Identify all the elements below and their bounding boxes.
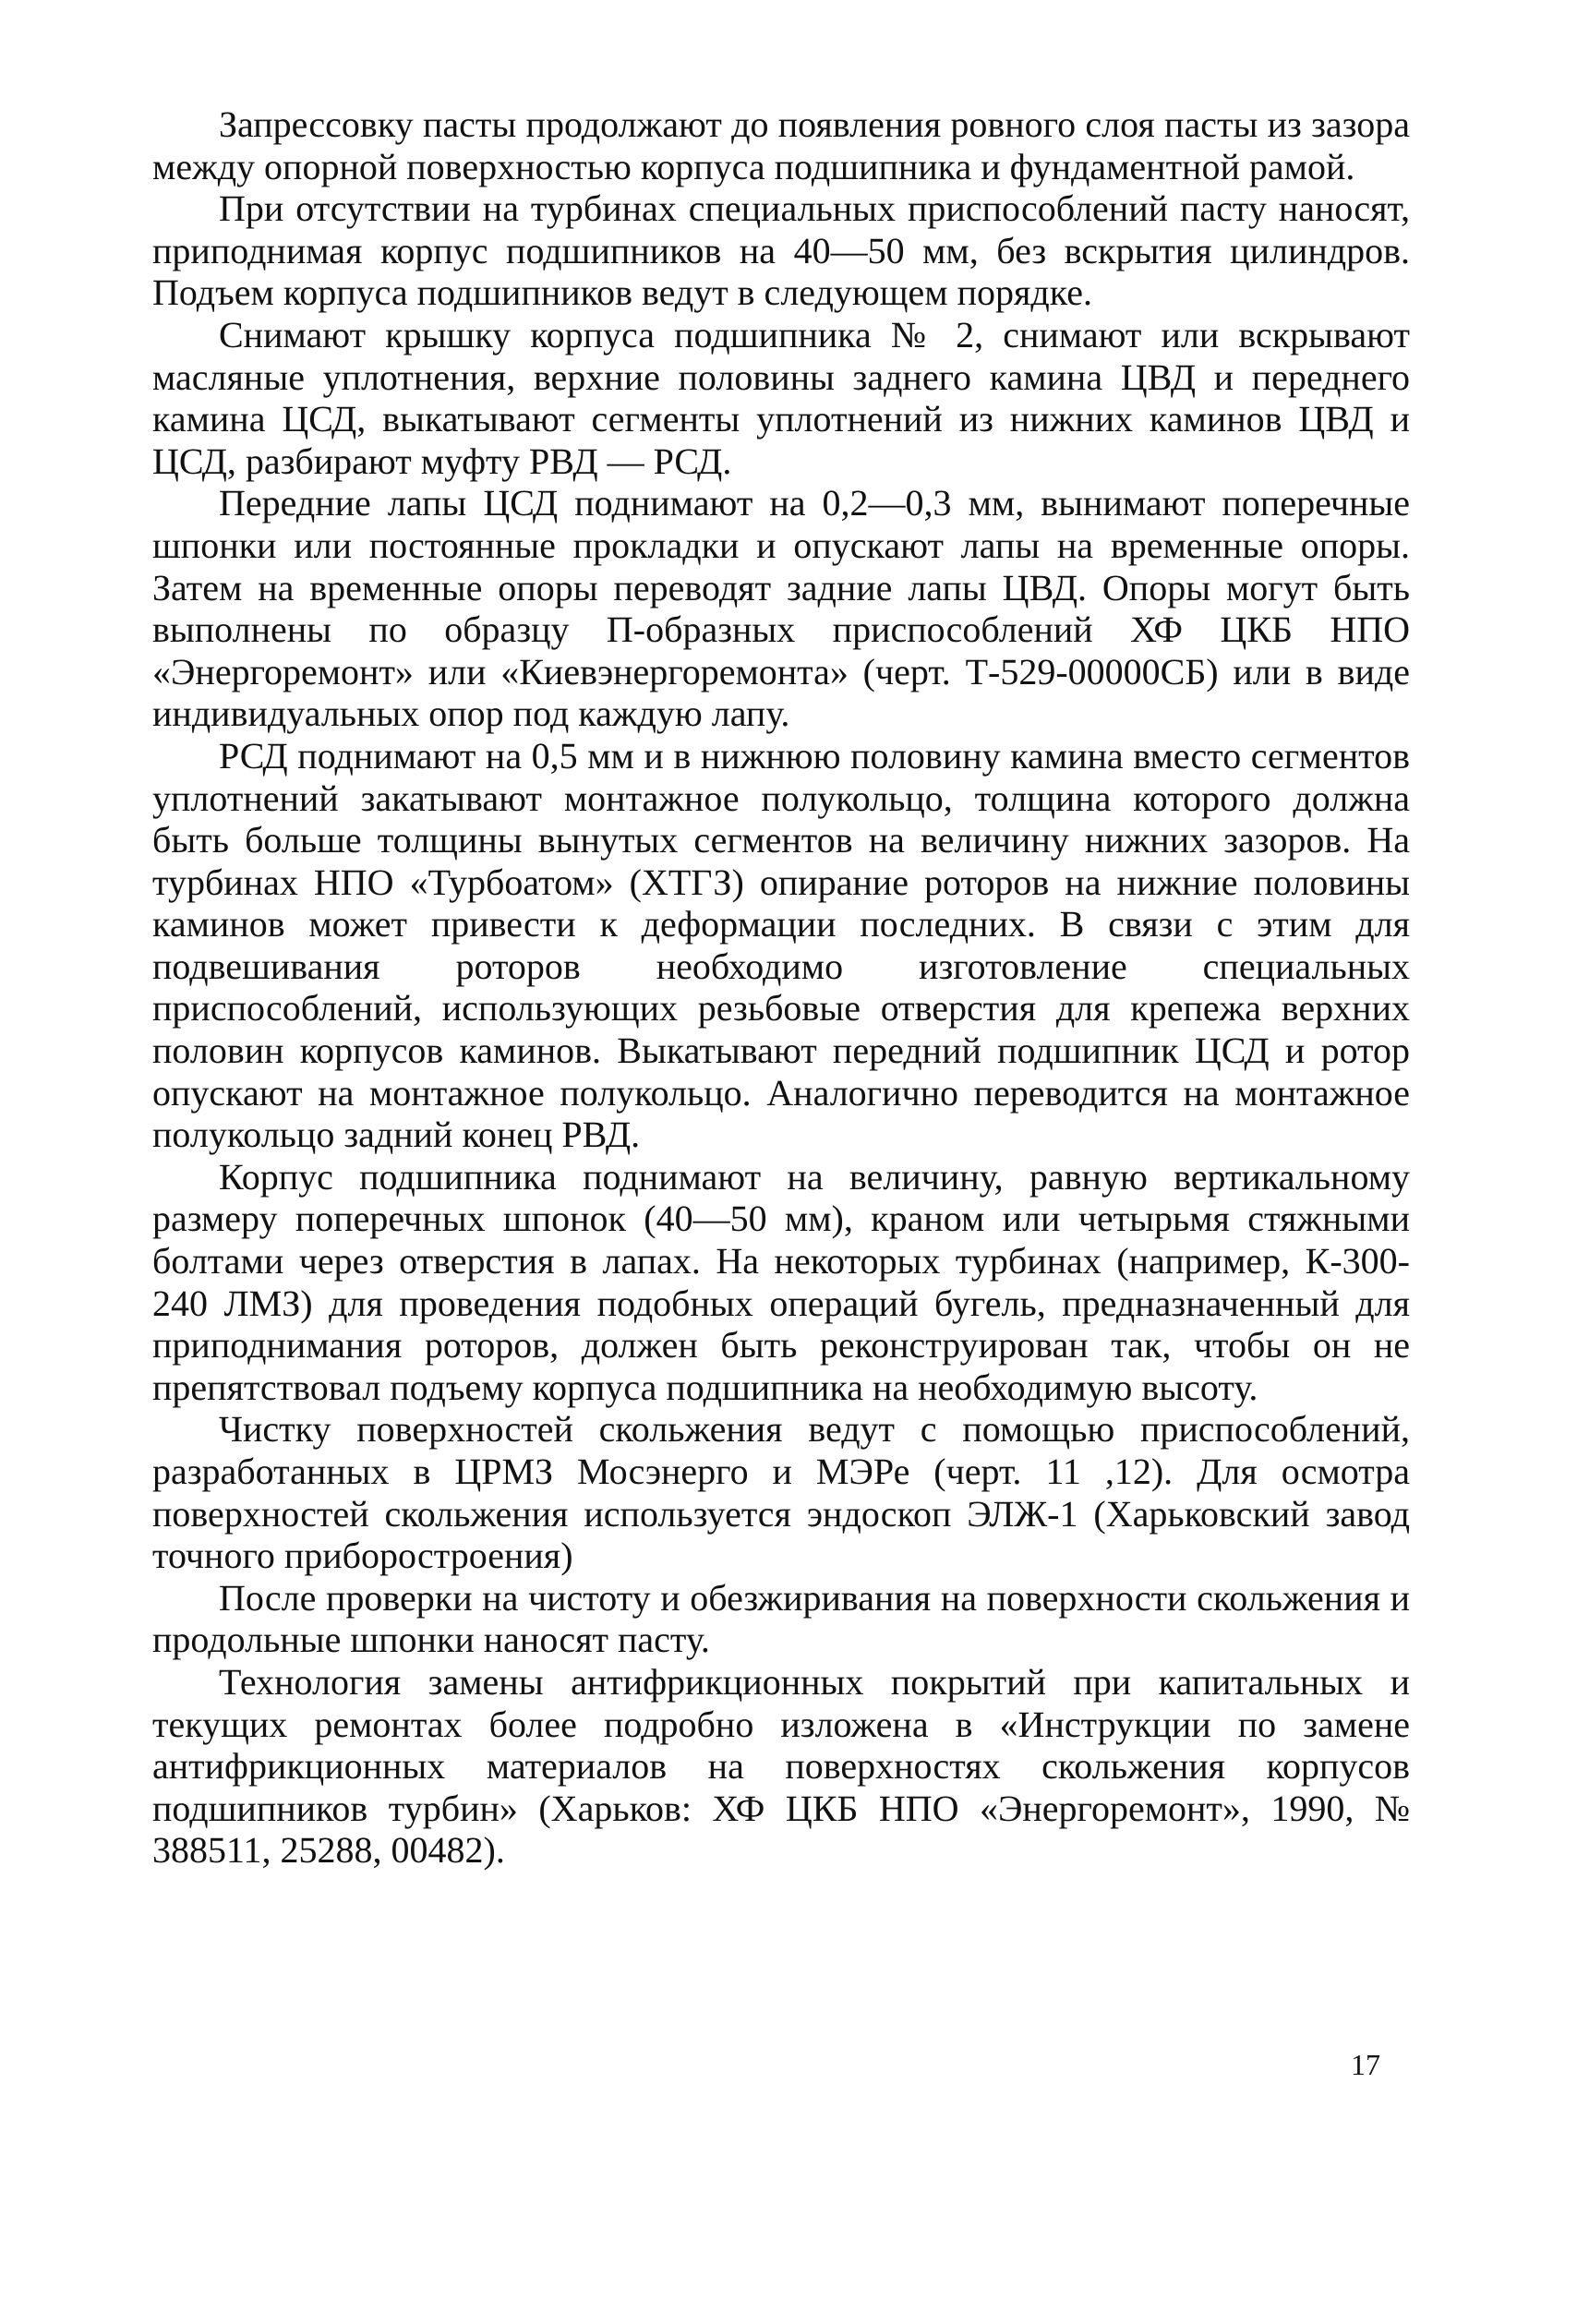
paragraph-technology-reference: Технология замены антифрикционных покрытий при капитальных и текущих ремонтах более подробно изложена в «Инструкции по замене антифрикционных материалов на поверхностях скольжения корпусов подшипников турбин» (Харьков: ХФ ЦКБ НПО «Энергоремонт», 1990, № 388511, 25288, 00482). <box>152 1660 1410 1872</box>
paragraph-rsd-lift: РСД поднимают на 0,5 мм и в нижнюю половину камина вместо сегментов уплотнений закатывают монтажное полукольцо, толщина которого должна быть больше толщины вынутых сегментов на величину нижних зазоров. На турбинах НПО «Турбоатом» (ХТГЗ) опирание роторов на нижние половины каминов может привести к деформации последних. В связи с этим для подвешивания роторов необходимо изготовление специальных приспособлений, использующих резьбовые отверстия для крепежа верхних половин корпусов каминов. Выкатывают передний подшипник ЦСД и ротор опускают на монтажное полукольцо. Аналогично переводится на монтажное полукольцо задний конец РВД. <box>152 734 1410 1156</box>
body-text <box>152 103 1410 1872</box>
paragraph-no-fixtures: При отсутствии на турбинах специальных приспособлений пасту наносят, приподнимая корпус подшипников на 40—50 мм, без вскрытия цилиндров. Подъем корпуса подшипников ведут в следующем порядке. <box>152 187 1410 314</box>
paragraph-paste-pressing: Запрессовку пасты продолжают до появления ровного слоя пасты из зазора между опорной поверхностью корпуса подшипника и фундаментной рамой. <box>152 103 1410 187</box>
page-number: 17 <box>1351 2048 1380 2081</box>
paragraph-front-paws: Передние лапы ЦСД поднимают на 0,2—0,3 мм, вынимают поперечные шпонки или постоянные прокладки и опускают лапы на временные опоры. Затем на временные опоры переводят задние лапы ЦВД. Опоры могут быть выполнены по образцу П-образных приспособлений ХФ ЦКБ НПО «Энергоремонт» или «Киевэнергоремонта» (черт. Т-529-00000СБ) или в виде индивидуальных опор под каждую лапу. <box>152 482 1410 735</box>
paragraph-surface-cleaning: Чистку поверхностей скольжения ведут с помощью приспособлений, разработанных в ЦРМЗ Мосэнерго и МЭРе (черт. 11 ,12). Для осмотра поверхностей скольжения используется эндоскоп ЭЛЖ-1 (Харьковский завод точного приборостроения) <box>152 1408 1410 1577</box>
paragraph-paste-application: После проверки на чистоту и обезжиривания на поверхности скольжения и продольные шпонки наносят пасту. <box>152 1576 1410 1661</box>
paragraph-remove-cover: Снимают крышку корпуса подшипника № 2, снимают или вскрывают масляные уплотнения, верхние половины заднего камина ЦВД и переднего камина ЦСД, выкатывают сегменты уплотнений из нижних каминов ЦВД и ЦСД, разбирают муфту РВД — РСД. <box>152 313 1410 482</box>
paragraph-bearing-housing-lift: Корпус подшипника поднимают на величину, равную вертикальному размеру поперечных шпонок (40—50 мм), краном или четырьмя стяжными болтами через отверстия в лапах. На некоторых турбинах (например, К-300-240 ЛМЗ) для проведения подобных операций бугель, предназначенный для приподнимания роторов, должен быть реконструирован так, чтобы он не препятствовал подъему корпуса подшипника на необходимую высоту. <box>152 1155 1410 1408</box>
